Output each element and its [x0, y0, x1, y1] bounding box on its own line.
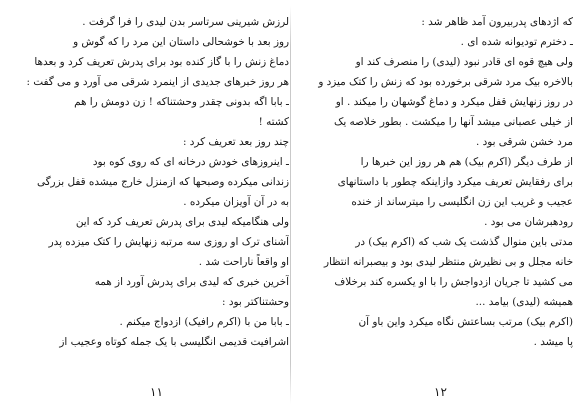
- text-line: او واقعاً ناراحت شد .: [198, 256, 289, 268]
- text-line: دماغ زنش را با گاز کنده بود برای پدرش تعریف کرد و بعدها: [34, 56, 289, 68]
- left-page-number: ۱۱: [150, 385, 163, 399]
- text-line: آخرین خبری که لیدی برای پدرش آورد از همه: [94, 276, 289, 288]
- right-page-text: [308, 12, 573, 352]
- text-line: مرد خشن شرقی بود .: [476, 136, 573, 148]
- text-line: روز بعد با خوشحالی داستان این مرد را که گوش و: [73, 36, 289, 48]
- text-line: ـ بابا اگه بدونی چقدر وحشتناکه ! زن دومش را هم: [74, 96, 289, 108]
- text-line: کشته !: [258, 116, 289, 128]
- text-line: عجیب و غریب این زن انگلیسی را میترساند از خنده: [351, 196, 573, 208]
- text-line: چند روز بعد تعریف کرد :: [182, 136, 289, 148]
- text-line: از خیلی عصبانی میشد آنها را میکشت . بطور خلاصه یک: [334, 116, 573, 128]
- text-line: هر روز خبرهای جدیدی از اینمرد شرقی می آورد و می گفت :: [26, 76, 289, 88]
- text-line: پا میشد .: [533, 336, 573, 348]
- right-page: [308, 12, 573, 404]
- text-line: لرزش شیرینی سرتاسر بدن لیدی را فرا گرفت .: [82, 16, 289, 28]
- text-line: ولی هنگامیکه لیدی برای پدرش تعریف کرد که این: [75, 216, 289, 228]
- text-line: از طرف دیگر (اکرم بیک) هم هر روز این خبرها را: [360, 156, 573, 168]
- text-line: آشنای ترک او روزی سه مرتبه زنهایش را کتک میزده پدر: [48, 236, 289, 248]
- text-line: ـ اینروزهای خودش درخانه ای که روی کوه بود: [92, 156, 289, 168]
- text-line: ـ دخترم تودیوانه شده ای .: [460, 36, 573, 48]
- text-line: ـ بابا من با (اکرم رافیک) ازدواج میکنم .: [119, 316, 289, 328]
- text-line: همیشه (لیدی) بیامد ...: [475, 296, 573, 308]
- text-line: رودهبرشان می بود .: [484, 216, 573, 228]
- text-line: برای رفقایش تعریف میکرد وازاینکه چطور با داستانهای: [337, 176, 573, 188]
- text-line: اشرافیت قدیمی انگلیسی با یک جمله کوتاه وعجیب از: [59, 336, 289, 348]
- left-page-text: [24, 12, 289, 352]
- text-line: مدتی باین منوال گذشت یک شب که (اکرم بیک) در: [355, 236, 573, 248]
- right-page-number: ۱۲: [434, 385, 447, 399]
- text-line: زندانی میکرده وصبحها که ازمنزل خارج میشده قفل بزرگی: [36, 176, 289, 188]
- text-line: که اژدهای پدربیرون آمد ظاهر شد :: [421, 16, 573, 28]
- text-line: ولی هیچ قوه ای قادر نبود (لیدی) را منصرف کند او: [355, 56, 573, 68]
- text-line: در روز زنهایش قفل میکرد و دماغ گوشهان را میکند . او: [335, 96, 573, 108]
- text-line: بالاخره بیک مرد شرقی برخورده بود که زنش را کتک میزد و: [318, 76, 573, 88]
- book-gutter: [290, 6, 291, 404]
- text-line: وحشتناکتر بود :: [222, 296, 289, 308]
- text-line: به در آن آویزان میکرده .: [183, 196, 289, 208]
- text-line: (اکرم بیک) مرتب بساعتش نگاه میکرد واین باو آن: [358, 316, 573, 328]
- left-page: [24, 12, 289, 404]
- text-line: خانه مجلل و بی نظیرش منتظر لیدی بود و بیصبرانه انتظار: [324, 256, 573, 268]
- text-line: می کشید تا جریان ازدواجش را با او یکسره کند برخلاف: [334, 276, 573, 288]
